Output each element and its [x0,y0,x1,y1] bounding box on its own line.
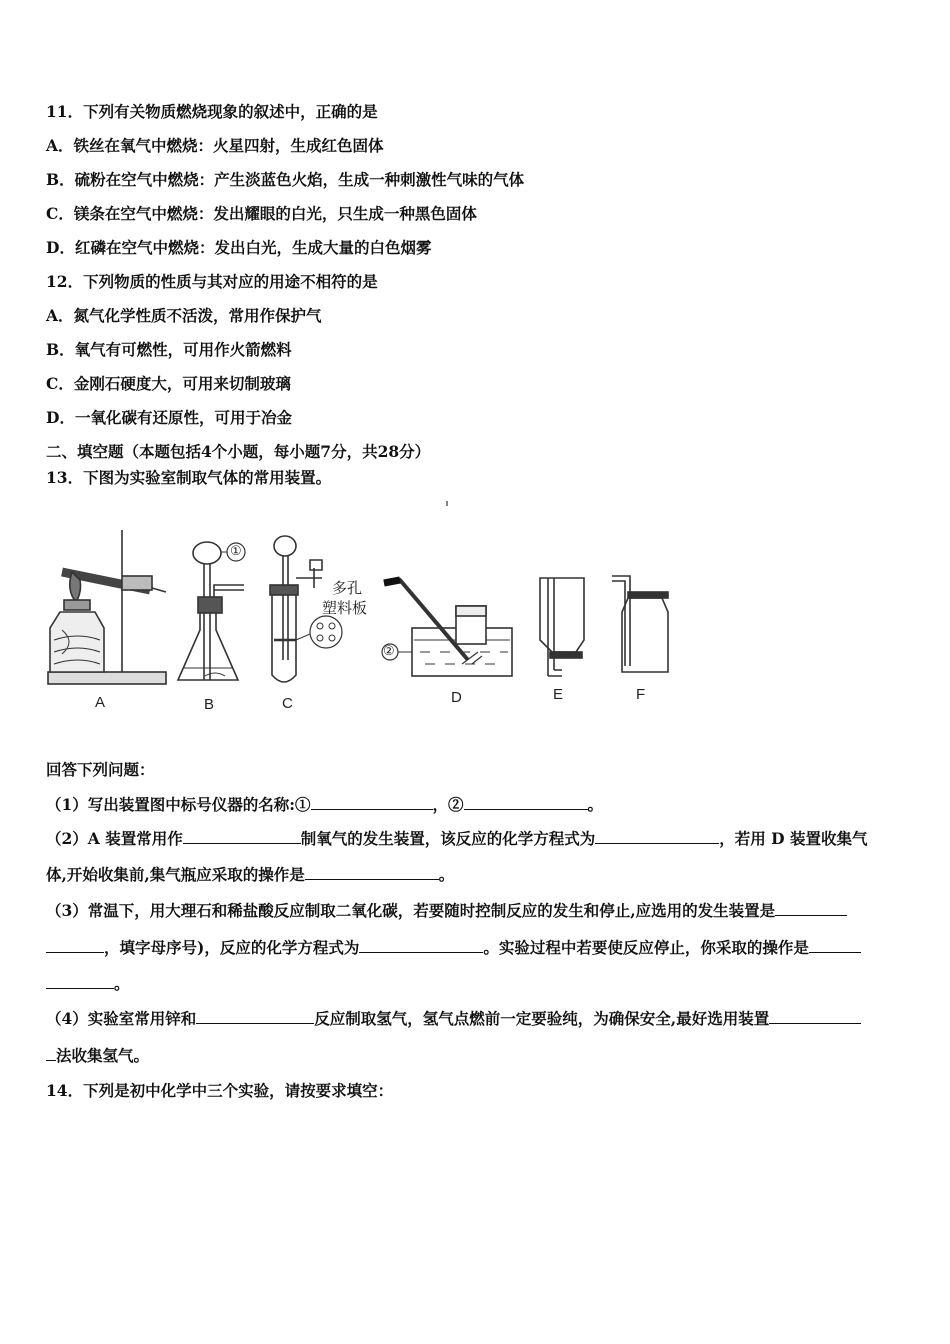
figure-label-b: B [204,696,215,713]
answer-blank-6-cont[interactable] [46,937,104,953]
answer-blank-6[interactable] [775,900,847,916]
q13-part2-text-a: （2）A 装置常用作 [46,829,183,848]
q13-part3-text-b: ，填字母序号)，反应的化学方程式为 [104,938,360,957]
figure-label-c: C [282,695,293,712]
q13-part2-end: 。 [438,865,455,884]
q13-part1 [46,794,603,815]
figure-label-a: A [95,694,106,711]
q13-part4-text-a: （4）实验室常用锌和 [46,1009,197,1028]
figure-label-e: E [553,686,564,703]
q13-part3-end: 。 [114,974,130,993]
answer-blank-10-cont[interactable] [46,1045,56,1061]
answer-blank-4[interactable] [595,828,719,844]
q11-option-b: B．硫粉在空气中燃烧：产生淡蓝色火焰，生成一种刺激性气味的气体 [46,170,525,189]
apparatus-e [540,578,584,676]
q11-stem: 11．下列有关物质燃烧现象的叙述中，正确的是 [46,102,378,121]
q13-part2 [46,828,867,849]
answer-blank-7[interactable] [359,937,483,953]
marker-2: ② [383,643,395,658]
q13-part4-text-b: 反应制取氢气，氢气点燃前一定要验纯，为确保安全,最好选用装置 [314,1009,770,1028]
porous-plate-label-1: 多孔 [332,580,363,597]
q13-part3-text-c: 。实验过程中若要使反应停止，你采取的操作是 [483,938,809,957]
answer-blank-2[interactable] [464,794,588,810]
q11-option-a: A．铁丝在氧气中燃烧：火星四射，生成红色固体 [46,136,384,155]
q12-option-b: B．氧气有可燃性，可用作火箭燃料 [46,340,292,359]
q13-part3 [46,900,847,921]
q13-part2-cont [46,864,454,885]
q13-part2-text-d: 体,开始收集前,集气瓶应采取的操作是 [46,865,305,884]
section-heading: 二、填空题（本题包括4个小题，每小题7分，共28分） [46,442,431,461]
q11-option-d: D．红磷在空气中燃烧：发出白光，生成大量的白色烟雾 [46,238,432,257]
q12-option-c: C．金刚石硬度大，可用来切制玻璃 [46,374,291,393]
answer-blank-9[interactable] [196,1008,314,1024]
q13-part4-text-c: 法收集氢气。 [56,1046,150,1065]
q14-stem: 14．下列是初中化学中三个实验，请按要求填空： [46,1081,394,1100]
answer-intro: 回答下列问题： [46,760,155,779]
q11-option-c: C．镁条在空气中燃烧：发出耀眼的白光，只生成一种黑色固体 [46,204,477,223]
q13-part1-end: 。 [587,795,604,814]
q13-part3-end-line [46,973,130,994]
q13-part1-text-b: ，② [432,795,464,814]
q13-part3-text-a: （3）常温下，用大理石和稀盐酸反应制取二氧化碳，若要随时控制反应的发生和停止,应选用的发生装置是 [46,901,776,920]
q13-part4-cont [46,1045,149,1066]
q13-part4 [46,1008,861,1029]
figure-label-f: F [636,686,646,703]
answer-blank-8-cont[interactable] [46,973,114,989]
apparatus-d [382,580,512,676]
figure-label-d: D [451,689,462,706]
answer-blank-8[interactable] [809,937,861,953]
apparatus-a [48,530,166,684]
q13-part3-cont [46,937,861,958]
q12-option-a: A．氮气化学性质不活泼，常用作保护气 [46,306,322,325]
answer-blank-3[interactable] [183,828,301,844]
q13-part1-text-a: （1）写出装置图中标号仪器的名称:① [46,795,311,814]
answer-blank-5[interactable] [305,864,439,880]
porous-plate-label-2: 塑料板 [322,600,368,617]
marker-1: ① [230,543,242,558]
answer-blank-10[interactable] [769,1008,861,1024]
q13-part2-text-b: 制氧气的发生装置，该反应的化学方程式为 [300,829,596,848]
q13-stem: 13．下图为实验室制取气体的常用装置。 [46,468,332,487]
apparatus-f [612,576,668,672]
apparatus-b [178,542,245,680]
answer-blank-1[interactable] [311,794,433,810]
q12-option-d: D．一氧化碳有还原性，可用于冶金 [46,408,292,427]
q13-part2-text-c: ，若用 D 装置收集气 [719,829,868,848]
q12-stem: 12．下列物质的性质与其对应的用途不相符的是 [46,272,378,291]
